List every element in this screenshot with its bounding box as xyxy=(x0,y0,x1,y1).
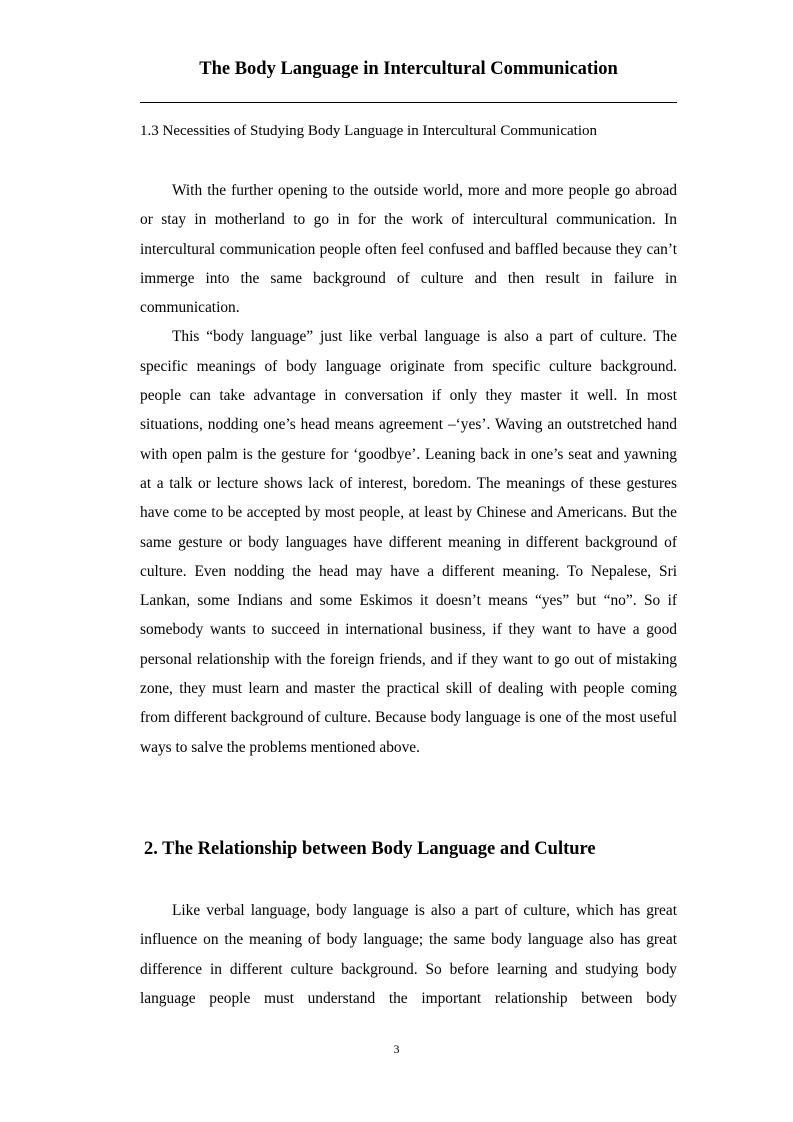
section-heading: 2. The Relationship between Body Language and Culture xyxy=(144,839,596,859)
subsection-body xyxy=(140,176,677,762)
header-rule xyxy=(140,102,677,103)
subsection-heading: 1.3 Necessities of Studying Body Language in Intercultural Communication xyxy=(140,123,597,139)
page-number: 3 xyxy=(393,1042,400,1056)
running-header-title: The Body Language in Intercultural Communication xyxy=(199,59,618,79)
paragraph: With the further opening to the outside world, more and more people go abroad or stay in motherland to go in for the work of intercultural communication. In intercultural communication people often feel confused and baffled because they can’t immerge into the same background of culture and then result in failure in communication. xyxy=(140,182,677,317)
section-body xyxy=(140,896,677,1013)
paragraph: Like verbal language, body language is also a part of culture, which has great influence on the meaning of body language; the same body language also has great difference in different culture background. So before learning and studying body language people must understand the important relationship between body xyxy=(140,902,677,1007)
paragraph: This “body language” just like verbal language is also a part of culture. The specific meanings of body language originate from specific culture background. people can take advantage in conversation if only they master it well. In most situations, nodding one’s head means agreement –‘yes’. Waving an outstretched hand with open palm is the gesture for ‘goodbye’. Leaning back in one’s seat and yawning at a talk or lecture shows lack of interest, boredom. The meanings of these gestures have come to be accepted by most people, at least by Chinese and Americans. But the same gesture or body languages have different meaning in different background of culture. Even nodding the head may have a different meaning. To Nepalese, Sri Lankan, some Indians and some Eskimos it doesn’t means “yes” but “no”. So if somebody wants to succeed in international business, if they want to have a good personal relationship with the foreign friends, and if they want to go out of mistaking zone, they must learn and master the practical skill of dealing with people coming from different background of culture. Because body language is one of the most useful ways to salve the problems mentioned above. xyxy=(140,328,677,756)
